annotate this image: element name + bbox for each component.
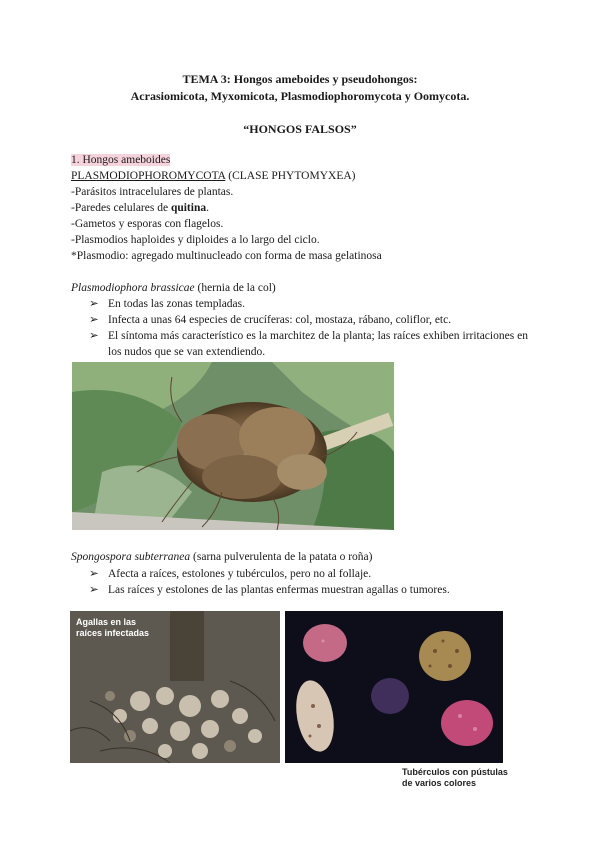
feature-period: . — [206, 202, 209, 214]
feature-text: -Paredes celulares de — [71, 202, 171, 214]
species-common: (sarna pulverulenta de la patata o roña) — [190, 551, 373, 563]
photo-label-line: raíces infectadas — [76, 628, 150, 638]
feature-line: -Parásitos intracelulares de plantas. — [71, 186, 234, 198]
species-heading — [71, 549, 372, 565]
arrow-bullet-icon: ➢ — [89, 568, 99, 580]
species-heading — [71, 280, 276, 296]
title-line-1: TEMA 3: Hongos ameboides y pseudohongos: — [182, 72, 418, 86]
bullet-text: Infecta a unas 64 especies de crucíferas: col, mostaza, rábano, coliflor, etc. — [108, 314, 452, 326]
photo-label-line: Agallas en las — [76, 617, 137, 627]
arrow-bullet-icon: ➢ — [89, 330, 99, 342]
photo-caption — [402, 767, 508, 789]
bullet-text: En todas las zonas templadas. — [108, 298, 246, 310]
feature-note: *Plasmodio: agregado multinucleado con forma de masa gelatinosa — [71, 250, 382, 262]
bullet-text: Afecta a raíces, estolones y tubérculos, pero no al follaje. — [108, 568, 372, 580]
section-heading — [71, 152, 170, 168]
caption-line: Tubérculos con pústulas — [402, 767, 508, 777]
arrow-bullet-icon: ➢ — [89, 298, 99, 310]
arrow-bullet-icon: ➢ — [89, 584, 99, 596]
arrow-bullet-icon: ➢ — [89, 314, 99, 326]
group-name: PLASMODIOPHOROMYCOTA — [71, 170, 226, 182]
clubroot-photo — [72, 362, 394, 530]
species-name: Spongospora subterranea — [71, 551, 191, 563]
photo-label — [76, 617, 149, 639]
feature-line: -Gametos y esporas con flagelos. — [71, 218, 224, 230]
section-heading-text: 1. Hongos ameboides — [71, 154, 171, 166]
feature-line: -Plasmodios haploides y diploides a lo largo del ciclo. — [71, 234, 320, 246]
subtitle: “HONGOS FALSOS” — [243, 122, 357, 136]
feature-bold: quitina — [170, 202, 207, 214]
title-line-2: Acrasiomicota, Myxomicota, Plasmodiophoromycota y Oomycota. — [130, 89, 470, 103]
bullet-text: Las raíces y estolones de las plantas enfermas muestran agallas o tumores. — [108, 584, 450, 596]
group-heading — [71, 168, 355, 184]
species-common: (hernia de la col) — [194, 282, 276, 294]
caption-line: de varios colores — [402, 778, 477, 788]
root-galls-photo — [70, 611, 280, 763]
species-name: Plasmodiophora brassicae — [71, 282, 195, 294]
feature-line — [71, 200, 209, 216]
group-class: (CLASE PHYTOMYXEA) — [225, 170, 356, 182]
bullet-text: El síntoma más característico es la marchitez de la planta; las raíces exhiben irritaciones en los nudos que se van extendiendo. — [108, 330, 528, 358]
tubers-photo — [285, 611, 503, 763]
